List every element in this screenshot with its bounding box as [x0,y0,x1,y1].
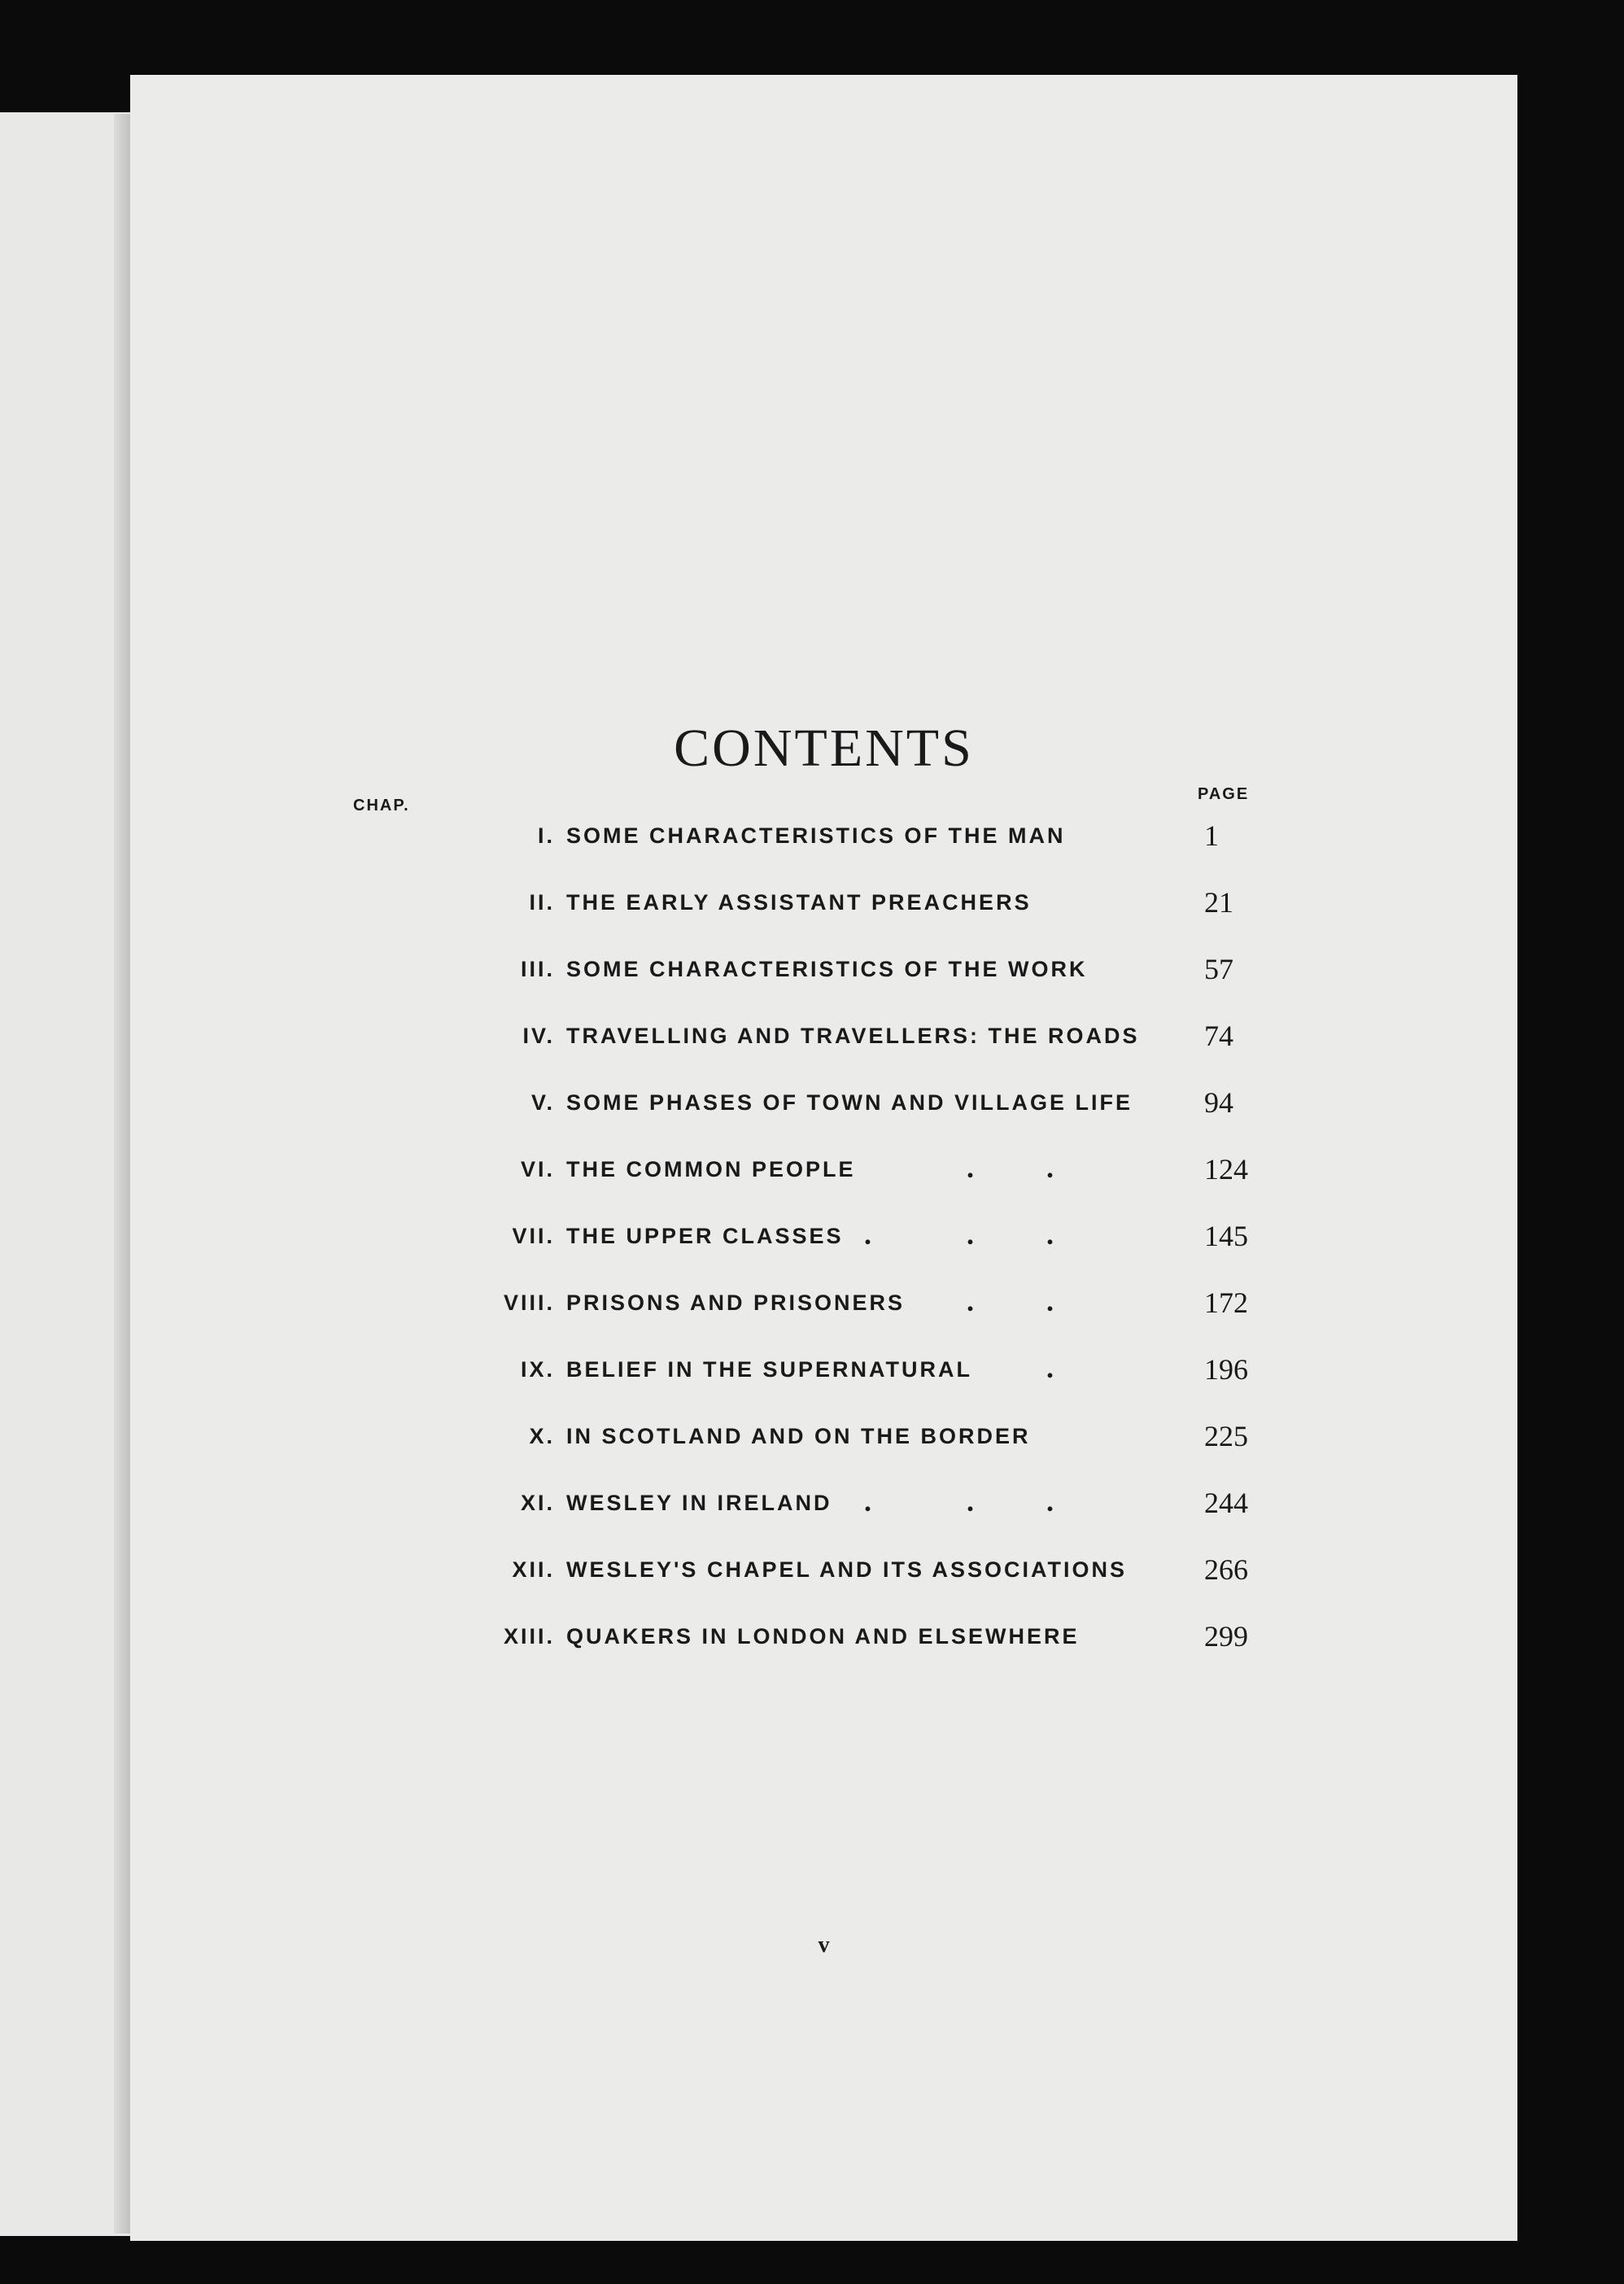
chapter-title: QUAKERS IN LONDON AND ELSEWHERE [566,1624,1080,1649]
page-number: 124 [1204,1153,1248,1186]
chapter-title: WESLEY'S CHAPEL AND ITS ASSOCIATIONS [566,1557,1127,1582]
page-number: 266 [1204,1553,1248,1586]
dot-leader: . [864,1485,871,1518]
page-number: 57 [1204,953,1233,985]
page-number: 1 [1204,819,1219,852]
toc-entry [130,947,1517,996]
chapter-title: SOME PHASES OF TOWN AND VILLAGE LIFE [566,1090,1133,1115]
toc-entry [130,1214,1517,1263]
chapter-number: IV. [522,1024,555,1048]
chapter-number: II. [529,890,555,915]
chap-column-header: CHAP. [353,797,410,814]
contents-page [130,75,1517,2241]
toc-entry [130,1548,1517,1596]
chapter-number: VIII. [503,1290,555,1315]
dot-leader: . [1046,1285,1054,1317]
toc-entry [130,814,1517,863]
chapter-title: THE COMMON PEOPLE [566,1157,856,1181]
chapter-title: PRISONS AND PRISONERS [566,1290,906,1315]
toc-entry [130,880,1517,929]
page-number: 172 [1204,1286,1248,1319]
chapter-title: TRAVELLING AND TRAVELLERS: THE ROADS [566,1024,1140,1048]
dot-leader: . [967,1485,974,1518]
page-title: CONTENTS [674,718,974,778]
toc-entry [130,1014,1517,1063]
page-number: 196 [1204,1353,1248,1386]
chapter-title: SOME CHARACTERISTICS OF THE WORK [566,957,1088,981]
toc-entry [130,1614,1517,1663]
toc-entry [130,1081,1517,1129]
dot-leader: . [967,1285,974,1317]
page-number: 244 [1204,1487,1248,1519]
dot-leader: . [1046,1218,1054,1251]
chapter-title: WESLEY IN IRELAND [566,1491,832,1515]
dot-leader: . [1046,1352,1054,1384]
toc-entry [130,1414,1517,1463]
page-number: 94 [1204,1086,1233,1119]
chapter-number: III. [520,957,555,981]
toc-entry [130,1481,1517,1530]
chapter-title: THE EARLY ASSISTANT PREACHERS [566,890,1032,915]
chapter-number: XIII. [503,1624,555,1649]
chapter-title: BELIEF IN THE SUPERNATURAL [566,1357,973,1382]
dot-leader: . [1046,1151,1054,1184]
page-number: 21 [1204,886,1233,919]
chapter-number: VI. [520,1157,555,1181]
toc-entry [130,1147,1517,1196]
page-number: 74 [1204,1020,1233,1052]
chapter-number: XI. [520,1491,555,1515]
chapter-number: IX. [520,1357,555,1382]
chapter-number: VII. [512,1224,555,1248]
chapter-number: I. [537,823,555,848]
page-number: 145 [1204,1220,1248,1252]
page-number: 225 [1204,1420,1248,1452]
chapter-number: X. [529,1424,555,1448]
dot-leader: . [864,1218,871,1251]
page-folio: v [818,1932,830,1958]
page-number: 299 [1204,1620,1248,1653]
chapter-title: THE UPPER CLASSES [566,1224,844,1248]
dot-leader: . [967,1218,974,1251]
toc-entry [130,1347,1517,1396]
dot-leader: . [1046,1485,1054,1518]
toc-entry [130,1281,1517,1330]
page-column-header: PAGE [1198,785,1250,803]
chapter-title: SOME CHARACTERISTICS OF THE MAN [566,823,1066,848]
chapter-number: V. [530,1090,555,1115]
chapter-title: IN SCOTLAND AND ON THE BORDER [566,1424,1031,1448]
chapter-number: XII. [512,1557,555,1582]
dot-leader: . [967,1151,974,1184]
